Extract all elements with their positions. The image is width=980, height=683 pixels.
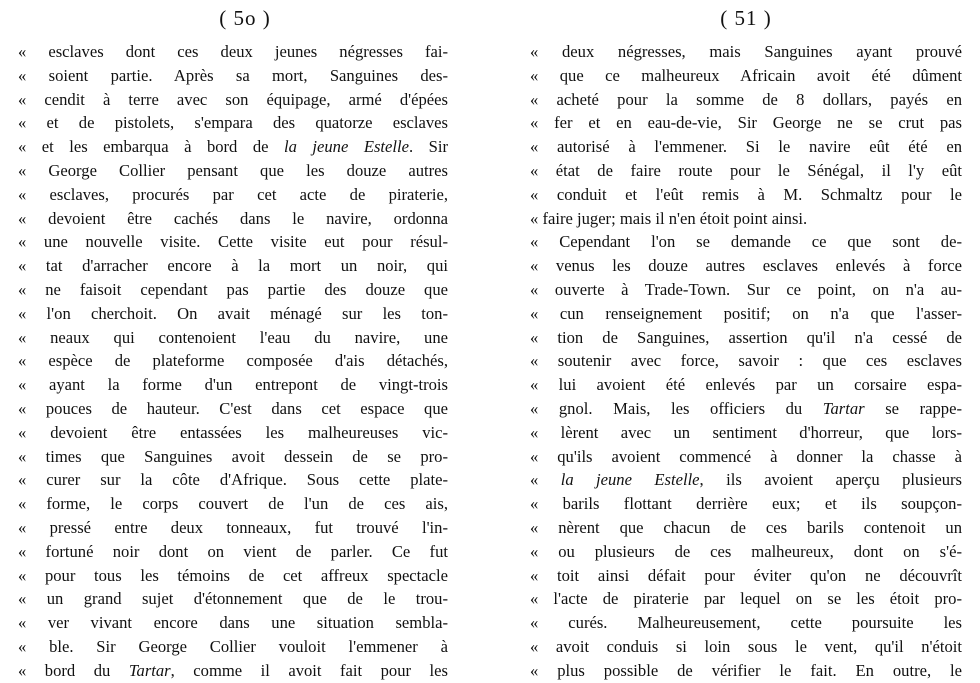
text-line: « nèrent que chacun de ces barils contenoit un: [530, 517, 962, 537]
text-line: « l'on cherchoit. On avait ménagé sur les ton-: [18, 303, 448, 323]
text-line: « l'acte de piraterie par lequel on se les étoit pro-: [530, 589, 962, 609]
text-line: « ver vivant encore dans une situation sembla-: [18, 613, 448, 633]
text-line: « que ce malheureux Africain avoit été dûment: [530, 65, 962, 85]
text-line: « soutenir avec force, savoir : que ces esclaves: [530, 351, 962, 371]
text-line: « times que Sanguines avoit dessein de se pro-: [18, 446, 448, 466]
text-line: « ble. Sir George Collier vouloit l'emmener à: [18, 636, 448, 656]
text-line: « la jeune Estelle, ils avoient aperçu plusieurs: [530, 470, 962, 490]
text-line: « et les embarqua à bord de la jeune Estelle. Sir: [18, 137, 448, 157]
text-line: « conduit et l'eût remis à M. Schmaltz pour le: [530, 184, 962, 204]
text-line: « venus les douze autres esclaves enlevés à force: [530, 256, 962, 276]
text-line: « pouces de hauteur. C'est dans cet espace que: [18, 398, 448, 418]
text-line: « faire juger; mais il n'en étoit point ainsi.: [530, 208, 808, 228]
text-line: « fer et en eau-de-vie, Sir George ne se crut pas: [530, 113, 962, 133]
text-line: « une nouvelle visite. Cette visite eut pour résul-: [18, 232, 448, 252]
text-line: « ne faisoit cependant pas partie des douze que: [18, 279, 448, 299]
text-line: « acheté pour la somme de 8 dollars, payés en: [530, 89, 962, 109]
text-line: « forme, le corps couvert de l'un de ces ais,: [18, 494, 448, 514]
text-line: « cun renseignement positif; on n'a que l'asser-: [530, 303, 962, 323]
text-line: « Cependant l'on se demande ce que sont de-: [530, 232, 962, 252]
text-line: « espèce de plateforme composée d'ais détachés,: [18, 351, 448, 371]
text-line: « esclaves, procurés par cet acte de piraterie,: [18, 184, 448, 204]
text-line: « devoient être entassées les malheureuses vic-: [18, 422, 448, 442]
text-line: « soient partie. Après sa mort, Sanguines des-: [18, 65, 448, 85]
text-line: « curés. Malheureusement, cette poursuite les: [530, 613, 962, 633]
text-line: « neaux qui contenoient l'eau du navire, une: [18, 327, 448, 347]
text-line: « qu'ils avoient commencé à donner la chasse à: [530, 446, 962, 466]
text-line: « lui avoient été enlevés par un corsaire espa-: [530, 375, 962, 395]
text-line: « ayant la forme d'un entrepont de vingt-trois: [18, 375, 448, 395]
text-line: « esclaves dont ces deux jeunes négresses fai-: [18, 42, 448, 61]
text-line: « gnol. Mais, les officiers du Tartar se rappe-: [530, 398, 962, 418]
page-number: ( 51 ): [720, 6, 772, 30]
text-line: « plus possible de vérifier le fait. En outre, le: [530, 660, 962, 680]
text-line: « fortuné noir dont on vient de parler. Ce fut: [18, 541, 448, 561]
text-line: « état de faire route pour le Sénégal, il l'y eût: [530, 160, 962, 180]
text-line: « cendit à terre avec son équipage, armé d'épées: [18, 89, 448, 109]
text-line: « curer sur la côte d'Afrique. Sous cette plate-: [18, 470, 448, 490]
text-block: [530, 40, 962, 683]
text-line: « et de pistolets, s'empara des quatorze esclaves: [18, 113, 448, 133]
text-line: « toit ainsi défait pour éviter qu'on ne découvrît: [530, 565, 962, 585]
text-line: « lèrent avec un sentiment d'horreur, que lors-: [530, 422, 962, 442]
text-block: [18, 40, 448, 683]
page-number: ( 5o ): [219, 6, 271, 30]
text-line: « un grand sujet d'étonnement que de le trou-: [18, 589, 448, 609]
left-page: [18, 0, 448, 678]
text-line: « barils flottant derrière eux; et ils soupçon-: [530, 494, 962, 514]
text-line: « bord du Tartar, comme il avoit fait pour les: [18, 660, 448, 680]
text-line: « avoit conduis si loin sous le vent, qu'il n'étoit: [530, 636, 962, 656]
text-line: « devoient être cachés dans le navire, ordonna: [18, 208, 448, 228]
text-line: « tat d'arracher encore à la mort un noir, qui: [18, 256, 448, 276]
text-line: « George Collier pensant que les douze autres: [18, 160, 448, 180]
text-line: « deux négresses, mais Sanguines ayant prouvé: [530, 42, 962, 61]
text-line: « pour tous les témoins de cet affreux spectacle: [18, 565, 448, 585]
text-line: « tion de Sanguines, assertion qu'il n'a cessé de: [530, 327, 962, 347]
right-page: [530, 0, 962, 678]
text-line: « ou plusieurs de ces malheureux, dont on s'é-: [530, 541, 962, 561]
text-line: « autorisé à l'emmener. Si le navire eût été en: [530, 137, 962, 157]
text-line: « pressé entre deux tonneaux, fut trouvé l'in-: [18, 517, 448, 537]
text-line: « ouverte à Trade-Town. Sur ce point, on n'a au-: [530, 279, 962, 299]
